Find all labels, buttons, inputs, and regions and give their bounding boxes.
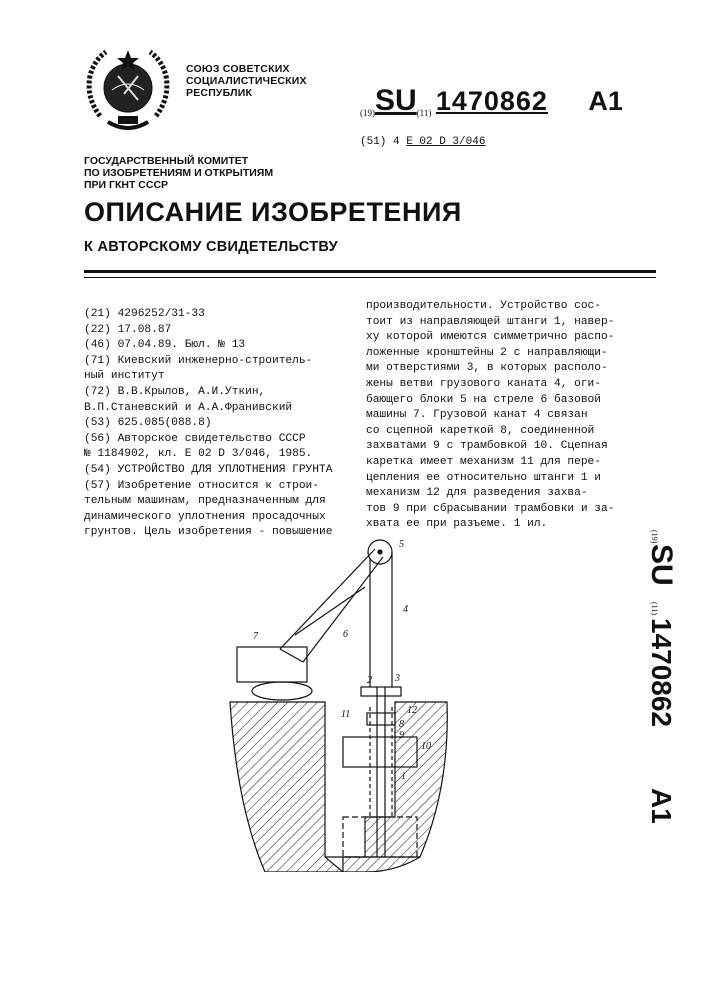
side-patent-number: 1470862 [646,618,677,728]
committee-line: ПРИ ГКНТ СССР [84,179,169,191]
label-1: 1 [401,771,406,782]
committee [84,155,273,191]
biblio-line: № 1184902, кл. E 02 D 3/046, 1985. [84,448,313,461]
biblio-line: тельным машинам, предназначенным для [84,495,326,508]
invention-drawing [225,527,460,872]
country-code: SU [375,84,417,117]
label-3: 3 [395,673,400,684]
kind-code: A1 [588,86,623,116]
abstract-line: ми отверстиями 3, в которых располо- [366,362,608,375]
label-5: 5 [399,539,404,550]
abstract-line: тов 9 при сбрасывании трамбовки и за- [366,502,615,515]
abstract-text [366,299,658,533]
document-title: ОПИСАНИЕ ИЗОБРЕТЕНИЯ [84,197,462,227]
abstract-line: каретка имеет механизм 11 для пере- [366,455,601,468]
biblio-line: (72) В.В.Крылов, А.И.Уткин, [84,385,266,398]
boom-brace [295,587,365,635]
union-line: СОЮЗ СОВЕТСКИХ [186,63,290,75]
cable [370,552,392,687]
abstract-line: тоит из направляющей штанги 1, навер- [366,315,615,328]
pulley-hub [378,550,382,554]
cable-lower [370,707,392,817]
biblio-line: (54) УСТРОЙСТВО ДЛЯ УПЛОТНЕНИЯ ГРУНТА [84,463,333,476]
patent-number: 1470862 [435,86,548,116]
biblio-line: (56) Авторское свидетельство СССР [84,432,306,445]
soil-left [230,702,343,872]
bracket [361,687,401,696]
abstract-line: со сцепной кареткой 8, соединенной [366,424,595,437]
biblio-line: В.П.Станевский и А.А.Франивский [84,401,293,414]
state-emblem-icon [78,38,178,138]
abstract-line: цепления ее относительно штанги 1 и [366,471,601,484]
header-rule [84,270,656,273]
biblio-line: (22) 17.08.87 [84,323,172,336]
code-19: (19) [360,108,375,118]
biblio-line: ный институт [84,370,165,383]
biblio-line: (21) 4296252/31-33 [84,308,205,320]
ipc-prefix: (51) 4 [360,136,400,148]
committee-line: ГОСУДАРСТВЕННЫЙ КОМИТЕТ [84,155,249,167]
bibliographic-data [84,307,354,541]
label-7: 7 [253,631,258,642]
side-code-11: (11) [650,602,659,616]
abstract-line: захватами 9 с трамбовкой 10. Сцепная [366,440,608,453]
union-line: СОЦИАЛИСТИЧЕСКИХ [186,75,307,87]
side-publication-number [640,530,680,860]
carriage [367,713,395,725]
biblio-line: (46) 07.04.89. Бюл. № 13 [84,339,246,352]
biblio-line: (71) Киевский инженерно-строитель- [84,354,313,367]
label-6: 6 [343,629,348,640]
abstract-line: бающего блоки 5 на стреле 6 базовой [366,393,601,406]
abstract-line: ложенные кронштейны 2 с направляющи- [366,346,608,359]
biblio-line: динамического уплотнения просадочных [84,510,326,523]
side-code-19: (19) [650,530,659,544]
label-4: 4 [403,604,408,615]
document-subtitle: К АВТОРСКОМУ СВИДЕТЕЛЬСТВУ [84,239,338,255]
committee-line: ПО ИЗОБРЕТЕНИЯМ И ОТКРЫТИЯМ [84,167,274,179]
label-10: 10 [421,741,431,752]
abstract-line: жены ветви грузового каната 4, оги- [366,377,601,390]
ipc-code: E 02 D 3/046 [406,136,486,148]
abstract-line: механизм 12 для разведения захва- [366,487,588,500]
side-kind: A1 [646,788,677,824]
label-12: 12 [407,705,417,716]
abstract-line: хвата ее при разъеме. 1 ил. [366,518,548,531]
union-line: РЕСПУБЛИК [186,87,253,99]
label-9: 9 [399,730,404,741]
label-8: 8 [399,719,404,730]
abstract-line: ху которой имеются симметрично распо- [366,331,615,344]
abstract-line: производительности. Устройство сос- [366,300,601,312]
machine-tracks [252,682,312,700]
header-rule-thin [84,277,656,278]
biblio-line: (53) 625.085(088.8) [84,417,212,430]
code-11: (11) [416,108,432,118]
boom [280,549,383,662]
soil-right [343,702,447,872]
ipc-classification [360,136,485,148]
biblio-line: грунтов. Цель изобретения - повышение [84,526,333,539]
base-machine [237,647,307,682]
publication-number [360,84,690,118]
issuing-state [186,63,307,99]
label-2: 2 [367,675,372,686]
biblio-line: (57) Изобретение относится к строи- [84,479,319,492]
side-country: SU [645,544,678,586]
label-11: 11 [341,709,351,720]
abstract-line: машины 7. Грузовой канат 4 связан [366,409,588,422]
